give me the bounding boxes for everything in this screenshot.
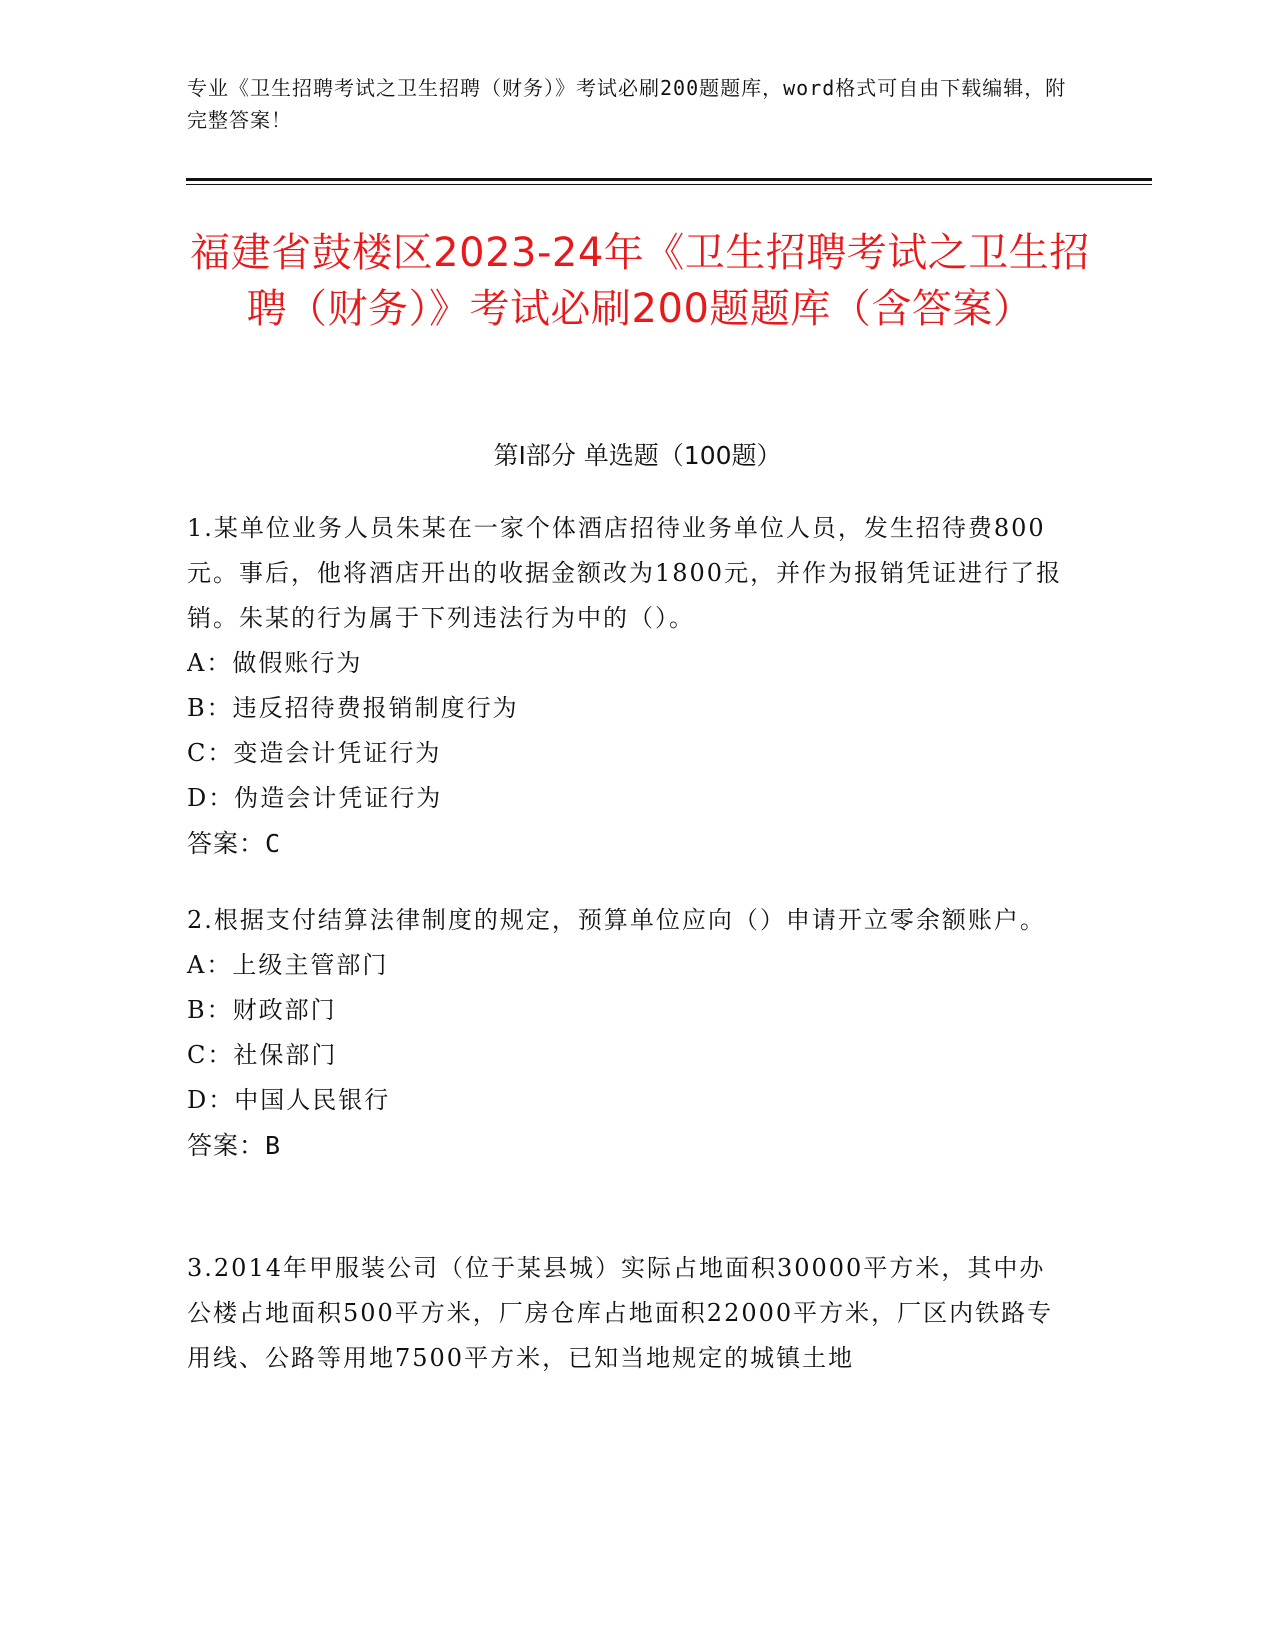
section-title: 第I部分 单选题（100题） [493, 441, 782, 470]
question-stem: 2.根据支付结算法律制度的规定，预算单位应向（）申请开立零余额账户。 [187, 906, 1046, 934]
document-title: 福建省鼓楼区2023-24年《卫生招聘考试之卫生招聘（财务）》考试必刷200题题库（含答案） [190, 230, 1090, 332]
answer-label: 答案： [187, 829, 266, 858]
answer-label: 答案： [187, 1131, 266, 1160]
option-d: D：伪造会计凭证行为 [187, 784, 443, 812]
question-stem: 1.某单位业务人员朱某在一家个体酒店招待业务单位人员，发生招待费800元。事后，他将酒店开出的收据金额改为1800元，并作为报销凭证进行了报销。朱某的行为属于下列违法行为中的（）。 [187, 514, 1063, 632]
question-1 [187, 506, 1067, 866]
answer-line [187, 821, 1067, 866]
header-divider-thick [186, 178, 1152, 181]
answer-value: B [265, 1131, 282, 1160]
question-stem: 3.2014年甲服装公司（位于某县城）实际占地面积30000平方米，其中办公楼占地面积500平方米，厂房仓库占地面积22000平方米，厂区内铁路专用线、公路等用地7500平方米，已知当地规定的城镇土地 [187, 1254, 1054, 1372]
option-c: C：变造会计凭证行为 [187, 739, 442, 767]
option-b: B：违反招待费报销制度行为 [187, 694, 519, 722]
option-a: A：上级主管部门 [187, 951, 389, 979]
option-a: A：做假账行为 [187, 649, 363, 677]
question-3 [187, 1246, 1067, 1381]
header-divider-thin [186, 184, 1152, 185]
answer-value: C [265, 829, 282, 858]
option-c: C：社保部门 [187, 1041, 338, 1069]
option-b: B：财政部门 [187, 996, 337, 1024]
option-d: D：中国人民银行 [187, 1086, 391, 1114]
answer-line [187, 1123, 1067, 1168]
question-2 [187, 898, 1067, 1168]
header-note: 专业《卫生招聘考试之卫生招聘（财务）》考试必刷200题题库，word格式可自由下载编辑，附完整答案！ [187, 76, 1067, 132]
